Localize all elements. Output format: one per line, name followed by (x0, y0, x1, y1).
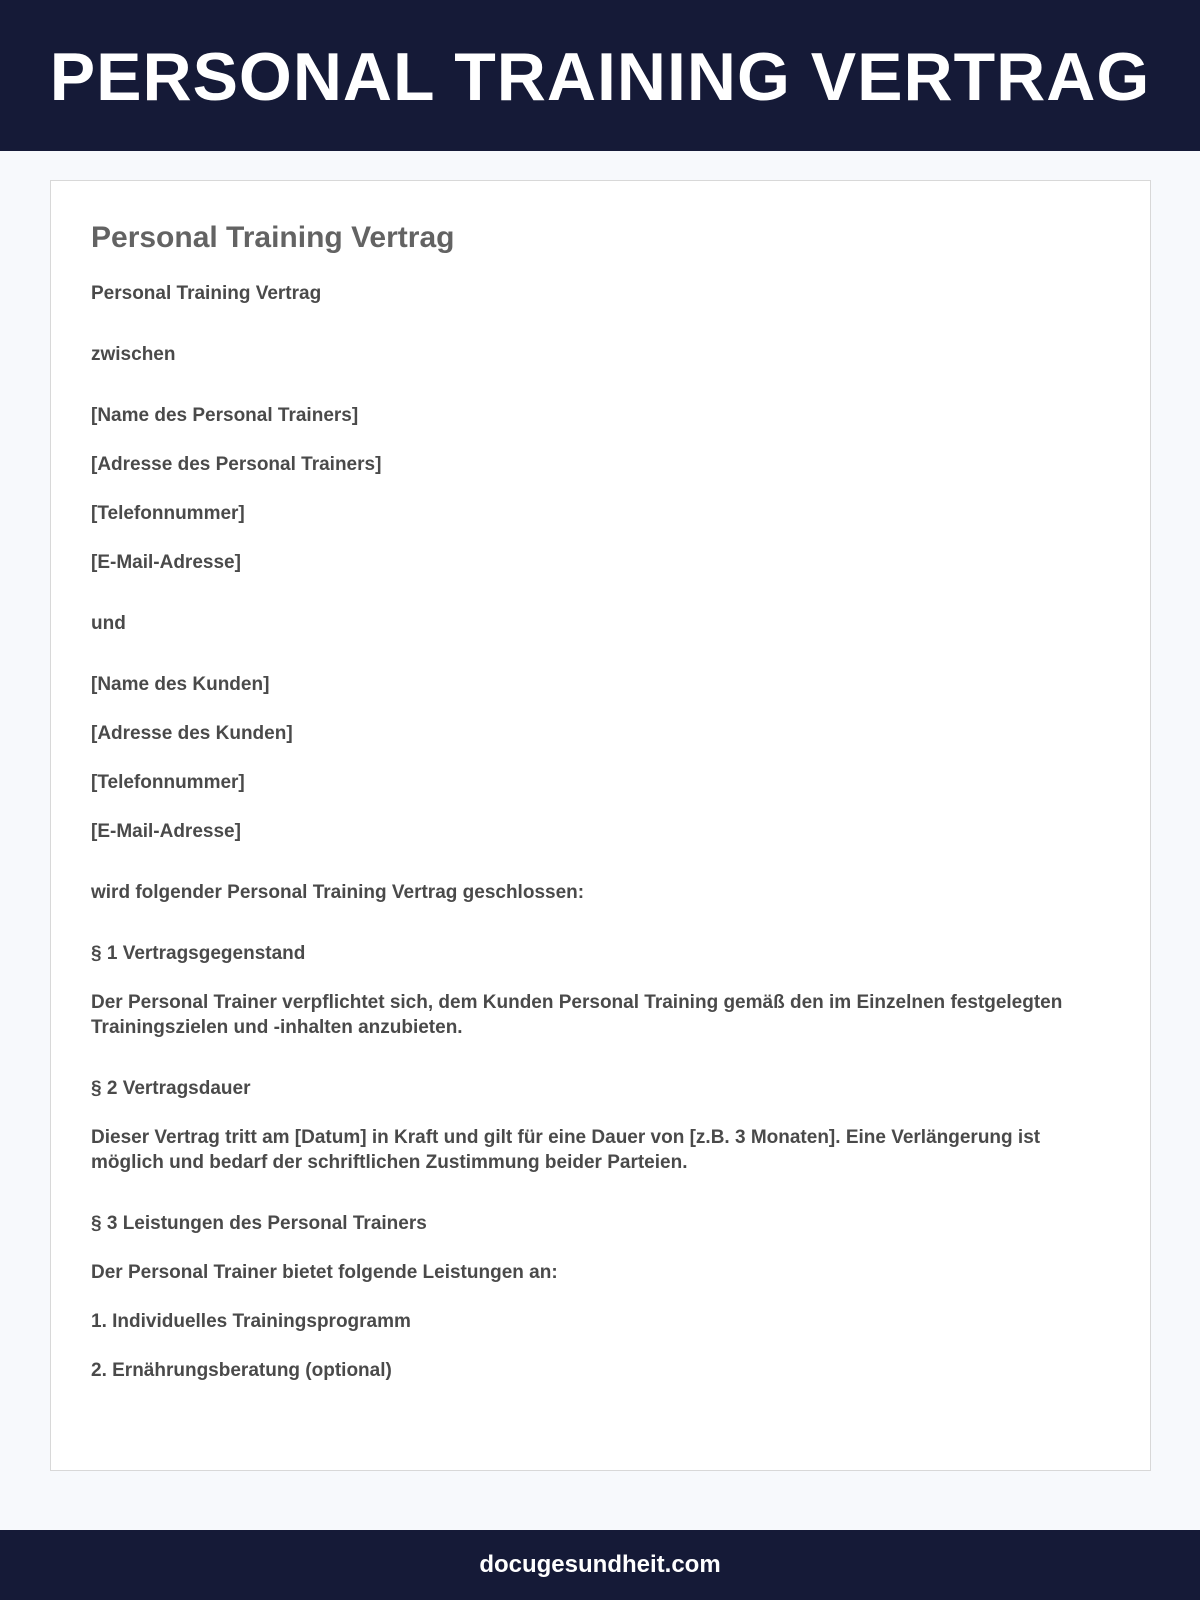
section3-text: Der Personal Trainer bietet folgende Leistungen an: (91, 1262, 558, 1283)
list-item: 1. Individuelles Trainingsprogramm (91, 1311, 411, 1332)
section2-text: Dieser Vertrag tritt am [Datum] in Kraft und gilt für eine Dauer von [z.B. 3 Monaten]. Eine Verlängerung ist möglich und bedarf der schriftlichen Zustimmung beider Parteien. (91, 1127, 1041, 1173)
trainer-name: [Name des Personal Trainers] (91, 405, 359, 426)
trainer-phone: [Telefonnummer] (91, 503, 245, 524)
client-email: [E-Mail-Adresse] (91, 821, 241, 842)
section1-title: § 1 Vertragsgegenstand (91, 943, 306, 964)
footer-site: docugesundheit.com (479, 1551, 721, 1578)
page-header (0, 0, 1200, 151)
section1-text: Der Personal Trainer verpflichtet sich, dem Kunden Personal Training gemäß den im Einzelnen festgelegten Trainingszielen und -inhalten anzubieten. (91, 992, 1063, 1038)
client-name: [Name des Kunden] (91, 674, 270, 695)
trainer-address: [Adresse des Personal Trainers] (91, 454, 382, 475)
between-text: zwischen (91, 344, 176, 365)
client-address: [Adresse des Kunden] (91, 723, 293, 744)
list-item: 2. Ernährungsberatung (optional) (91, 1360, 392, 1381)
page-footer (0, 1530, 1200, 1600)
section3-title: § 3 Leistungen des Personal Trainers (91, 1213, 427, 1234)
client-phone: [Telefonnummer] (91, 772, 245, 793)
header-title: PERSONAL TRAINING VERTRAG (49, 38, 1151, 115)
document-card (50, 180, 1151, 1471)
trainer-email: [E-Mail-Adresse] (91, 552, 241, 573)
intro-text: wird folgender Personal Training Vertrag geschlossen: (91, 882, 585, 903)
document-subtitle: Personal Training Vertrag (91, 283, 322, 304)
section2-title: § 2 Vertragsdauer (91, 1078, 251, 1099)
document-heading: Personal Training Vertrag (91, 221, 455, 254)
and-text: und (91, 613, 126, 634)
